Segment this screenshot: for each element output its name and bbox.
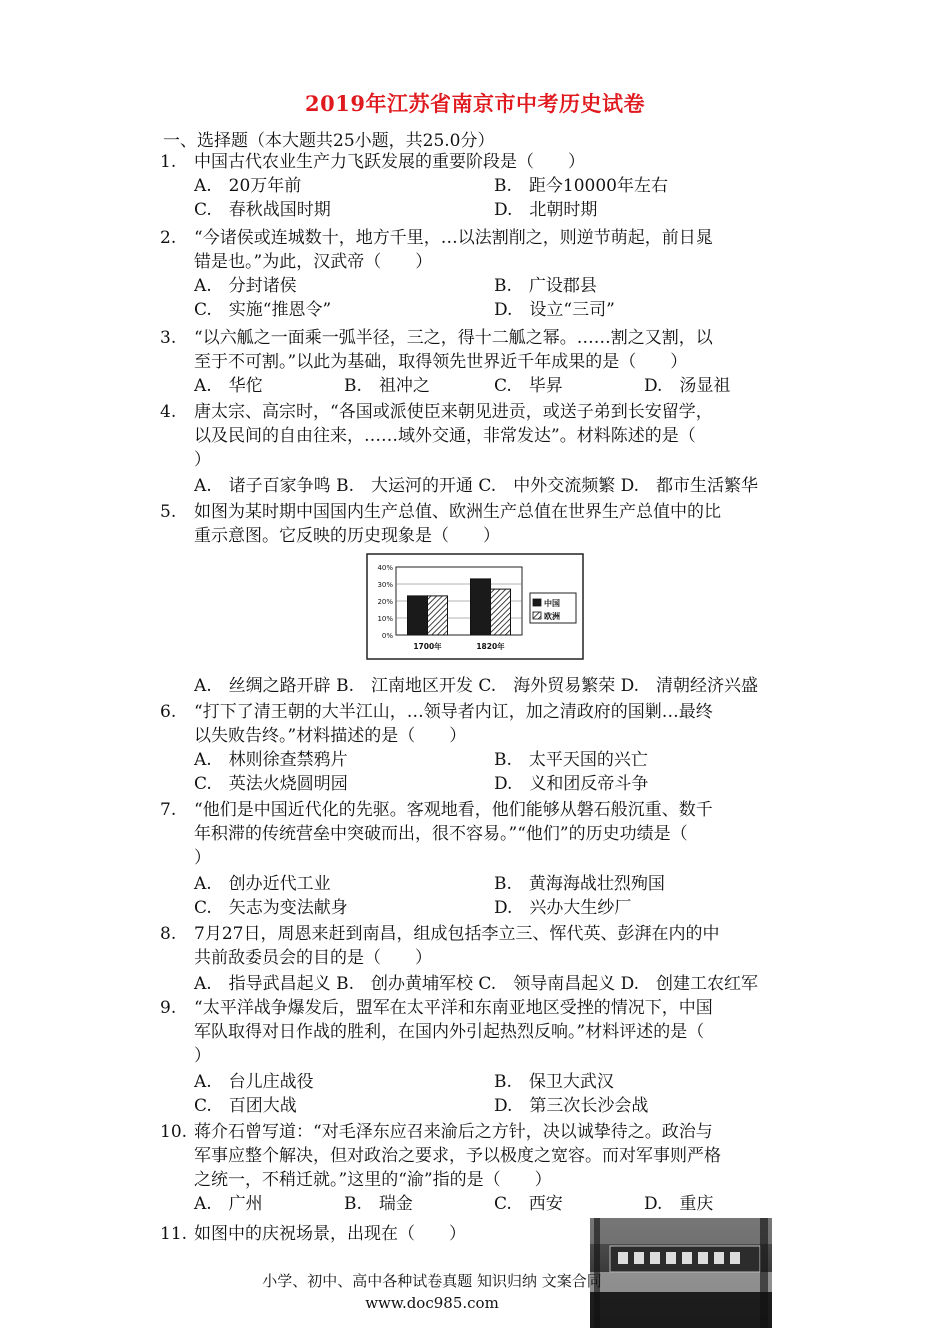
- bar-europe: [428, 596, 448, 635]
- y-tick-label: 20%: [377, 598, 393, 606]
- question-stem: 错是也。”为此，汉武帝（ ）: [194, 252, 433, 272]
- option-row[interactable]: A. 丝绸之路开辟 B. 江南地区开发 C. 海外贸易繁荣 D. 清朝经济兴盛: [194, 676, 759, 696]
- option-row[interactable]: A. 诸子百家争鸣 B. 大运河的开通 C. 中外交流频繁 D. 都市生活繁华: [194, 476, 759, 496]
- footer-slogan: 小学、初中、高中各种试卷真题 知识归纳 文案合同: [262, 1272, 602, 1290]
- option-c[interactable]: C. 英法火烧圆明园: [194, 774, 348, 794]
- question-stem: 以失败告终。”材料描述的是（ ）: [194, 726, 467, 746]
- question-stem: “打下了清王朝的大半江山，…领导者内讧，加之清政府的国剿…最终: [194, 702, 713, 722]
- question-stem: “他们是中国近代化的先驱。客观地看，他们能够从磐石般沉重、数千: [194, 800, 713, 820]
- option-c[interactable]: C. 实施“推恩令”: [194, 300, 332, 320]
- question-stem: 蒋介石曾写道：“对毛泽东应召来渝后之方针，决以诚挚待之。政治与: [194, 1122, 713, 1142]
- option-c[interactable]: C. 春秋战国时期: [194, 200, 331, 220]
- question-stem: 7月27日，周恩来赶到南昌，组成包括李立三、恽代英、彭湃在内的中: [194, 924, 720, 944]
- footer-url[interactable]: www.doc985.com: [365, 1294, 499, 1312]
- question-number: 8.: [160, 924, 177, 944]
- question-7: [160, 798, 800, 920]
- x-tick-label: 1700年: [413, 642, 442, 651]
- option-b[interactable]: B. 祖冲之: [344, 376, 430, 396]
- option-d[interactable]: D. 汤显祖: [644, 376, 731, 396]
- option-d[interactable]: D. 兴办大生纱厂: [494, 898, 632, 918]
- question-stem: 至于不可割。”以此为基础，取得领先世界近千年成果的是（ ）: [194, 352, 688, 372]
- question-stem: 年积滞的传统营垒中突破而出，很不容易。”“他们”的历史功绩是（: [194, 824, 688, 844]
- question-stem: ）: [194, 450, 211, 470]
- legend-swatch: [533, 599, 541, 606]
- y-tick-label: 10%: [377, 615, 393, 623]
- question-stem: 中国古代农业生产力飞跃发展的重要阶段是（ ）: [194, 152, 585, 172]
- question-number: 4.: [160, 402, 177, 422]
- section-heading: 一、选择题（本大题共25小题，共25.0分）: [163, 131, 495, 151]
- question-stem: ）: [194, 848, 211, 868]
- question-stem: 之统一，不稍迁就。”这里的“渝”指的是（ ）: [194, 1170, 552, 1190]
- option-a[interactable]: A. 创办近代工业: [194, 874, 331, 894]
- exam-title: 2019年江苏省南京市中考历史试卷: [305, 91, 645, 116]
- option-a[interactable]: A. 林则徐查禁鸦片: [194, 750, 348, 770]
- question-stem: “以六觚之一面乘一弧半径，三之，得十二觚之幂。……割之又割，以: [194, 328, 713, 348]
- question-stem: 重示意图。它反映的历史现象是（ ）: [194, 526, 500, 546]
- option-b[interactable]: B. 黄海海战壮烈殉国: [494, 874, 665, 894]
- option-a[interactable]: A. 广州: [194, 1194, 263, 1214]
- option-d[interactable]: D. 义和团反帝斗争: [494, 774, 649, 794]
- question-stem: 军队取得对日作战的胜利，在国内外引起热烈反响。”材料评述的是（: [194, 1022, 705, 1042]
- bar-china: [471, 579, 491, 635]
- question-number: 9.: [160, 998, 177, 1018]
- question-3: [160, 326, 800, 398]
- option-row[interactable]: A. 指导武昌起义 B. 创办黄埔军校 C. 领导南昌起义 D. 创建工农红军: [194, 974, 759, 994]
- option-b[interactable]: B. 太平天国的兴亡: [494, 750, 648, 770]
- question-number: 10.: [160, 1122, 188, 1142]
- bar-chart: [366, 553, 584, 660]
- option-b[interactable]: B. 广设郡县: [494, 276, 597, 296]
- question-stem: 唐太宗、高宗时，“各国或派使臣来朝见进贡，或送子弟到长安留学，: [194, 402, 713, 422]
- option-d[interactable]: D. 设立“三司”: [494, 300, 615, 320]
- y-tick-label: 0%: [381, 632, 393, 640]
- question-number: 7.: [160, 800, 177, 820]
- question-5: [160, 500, 800, 548]
- bar-china: [408, 596, 428, 635]
- legend-label: 欧洲: [544, 612, 560, 621]
- x-tick-label: 1820年: [476, 642, 505, 651]
- question-4: [160, 400, 800, 498]
- question-number: 11.: [160, 1224, 188, 1244]
- page-footer: [262, 1270, 602, 1314]
- question-number: 3.: [160, 328, 177, 348]
- option-c[interactable]: C. 毕昇: [494, 376, 563, 396]
- option-d[interactable]: D. 重庆: [644, 1194, 714, 1214]
- option-a[interactable]: A. 分封诸侯: [194, 276, 297, 296]
- question-9: [160, 996, 800, 1118]
- question-10: [160, 1120, 800, 1216]
- option-a[interactable]: A. 20万年前: [194, 176, 302, 196]
- option-b[interactable]: B. 瑞金: [344, 1194, 413, 1214]
- question-8: [160, 922, 800, 996]
- option-a[interactable]: A. 台儿庄战役: [194, 1072, 314, 1092]
- question-stem: “今诸侯或连城数十，地方千里，…以法割削之，则逆节萌起，前日晁: [194, 228, 713, 248]
- option-c[interactable]: C. 矢志为变法献身: [194, 898, 348, 918]
- question-number: 2.: [160, 228, 177, 248]
- question-1: [160, 150, 800, 222]
- question-number: 1.: [160, 152, 177, 172]
- option-b[interactable]: B. 距今10000年左右: [494, 176, 668, 196]
- legend-label: 中国: [544, 599, 560, 608]
- celebration-photo: [590, 1218, 772, 1328]
- question-stem: 共前敌委员会的目的是（ ）: [194, 948, 432, 968]
- y-tick-label: 30%: [377, 581, 393, 589]
- question-number: 6.: [160, 702, 177, 722]
- question-stem: 如图中的庆祝场景，出现在（ ）: [194, 1224, 466, 1244]
- question-stem: 军事应整个解决，但对政治之要求，予以极度之宽容。而对军事则严格: [194, 1146, 721, 1166]
- option-d[interactable]: D. 北朝时期: [494, 200, 598, 220]
- legend-swatch: [533, 612, 541, 619]
- question-number: 5.: [160, 502, 177, 522]
- question-6: [160, 700, 800, 796]
- question-stem: ）: [194, 1046, 211, 1066]
- question-stem: 以及民间的自由往来，……域外交通，非常发达”。材料陈述的是（: [194, 426, 696, 446]
- question-stem: 如图为某时期中国国内生产总值、欧洲生产总值在世界生产总值中的比: [194, 502, 721, 522]
- question-5-options: [160, 674, 800, 698]
- question-stem: “太平洋战争爆发后，盟军在太平洋和东南亚地区受挫的情况下，中国: [194, 998, 713, 1018]
- y-tick-label: 40%: [377, 564, 393, 572]
- option-b[interactable]: B. 保卫大武汉: [494, 1072, 614, 1092]
- option-a[interactable]: A. 华佗: [194, 376, 263, 396]
- option-c[interactable]: C. 西安: [494, 1194, 563, 1214]
- option-d[interactable]: D. 第三次长沙会战: [494, 1096, 649, 1116]
- bar-europe: [491, 589, 511, 635]
- option-c[interactable]: C. 百团大战: [194, 1096, 297, 1116]
- question-2: [160, 226, 800, 322]
